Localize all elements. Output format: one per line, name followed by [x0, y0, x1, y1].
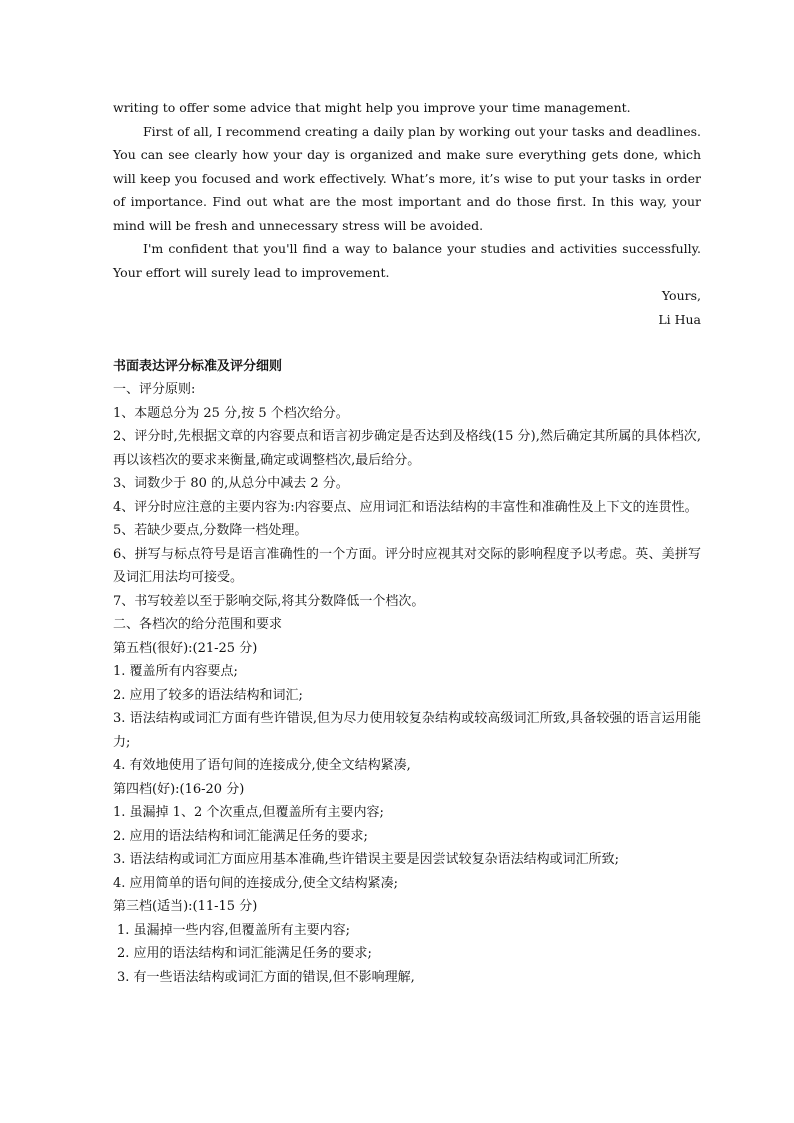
- level-4-item-2: 2. 应用的语法结构和词汇能满足任务的要求;: [113, 828, 368, 844]
- level-4-item-4: 4. 应用简单的语句间的连接成分,使全文结构紧凑;: [113, 875, 399, 891]
- level-4-item-3: 3. 语法结构或词汇方面应用基本准确,些许错误主要是因尝试较复杂语法结构或词汇所致;: [113, 852, 620, 867]
- letter-paragraph-1: writing to offer some advice that might help you improve your time management.: [113, 100, 631, 115]
- section-1-title: 一、评分原则:: [113, 382, 196, 397]
- level-5-item-4: 4. 有效地使用了语句间的连接成分,使全文结构紧凑,: [113, 758, 411, 773]
- level-3-item-3: 3. 有一些语法结构或词汇方面的错误,但不影响理解,: [117, 969, 415, 985]
- level-3-item-1: 1. 虽漏掉一些内容,但覆盖所有主要内容;: [117, 922, 351, 938]
- principle-2: 2、评分时,先根据文章的内容要点和语言初步确定是否达到及格线(15 分),然后确定其所属的具体档次,再以该档次的要求来衡量,确定或调整档次,最后给分。: [113, 429, 701, 468]
- principle-4: 4、评分时应注意的主要内容为:内容要点、应用词汇和语法结构的丰富性和准确性及上下文的连贯性。: [113, 499, 698, 515]
- level-3-title: 第三档(适当):(11-15 分): [113, 899, 258, 914]
- level-4-item-1: 1. 虽漏掉 1、2 个次重点,但覆盖所有主要内容;: [113, 805, 384, 820]
- document-content: [113, 96, 701, 989]
- principle-7: 7、书写较差以至于影响交际,将其分数降低一个档次。: [113, 593, 425, 609]
- letter-signature: Li Hua: [658, 311, 701, 327]
- principle-6: 6、拼写与标点符号是语言准确性的一个方面。评分时应视其对交际的影响程度予以考虑。英、美拼写及词汇用法均可接受。: [113, 546, 701, 585]
- principle-3: 3、词数少于 80 的,从总分中减去 2 分。: [113, 476, 349, 491]
- level-5-title: 第五档(很好):(21-25 分): [113, 640, 258, 656]
- rubric-title: 书面表达评分标准及评分细则: [113, 358, 283, 374]
- level-5-item-2: 2. 应用了较多的语法结构和词汇;: [113, 687, 303, 703]
- level-5-item-1: 1. 覆盖所有内容要点;: [113, 664, 238, 679]
- letter-paragraph-3: I'm confident that you'll find a way to balance your studies and activities successfully. Your effort will surely lead to improvement.: [113, 241, 701, 280]
- section-2-title: 二、各档次的给分范围和要求: [113, 617, 283, 632]
- principle-5: 5、若缺少要点,分数降一档处理。: [113, 523, 308, 538]
- level-3-item-2: 2. 应用的语法结构和词汇能满足任务的要求;: [117, 946, 372, 961]
- level-5-item-3: 3. 语法结构或词汇方面有些许错误,但为尽力使用较复杂结构或较高级词汇所致,具备较强的语言运用能力;: [113, 711, 701, 750]
- letter-paragraph-2: First of all, I recommend creating a daily plan by working out your tasks and deadlines. You can see clearly how your day is organized and make sure everything gets done, which will keep you focused and work effectively. What’s more, it’s wise to put your tasks in order of importance. Find out what are the most important and do those first. In this way, your mind will be fresh and unnecessary stress will be avoided.: [113, 123, 701, 233]
- level-4-title: 第四档(好):(16-20 分): [113, 781, 245, 797]
- letter-closing: Yours,: [661, 288, 701, 303]
- section-spacer: [113, 331, 701, 355]
- principle-1: 1、本题总分为 25 分,按 5 个档次给分。: [113, 405, 349, 421]
